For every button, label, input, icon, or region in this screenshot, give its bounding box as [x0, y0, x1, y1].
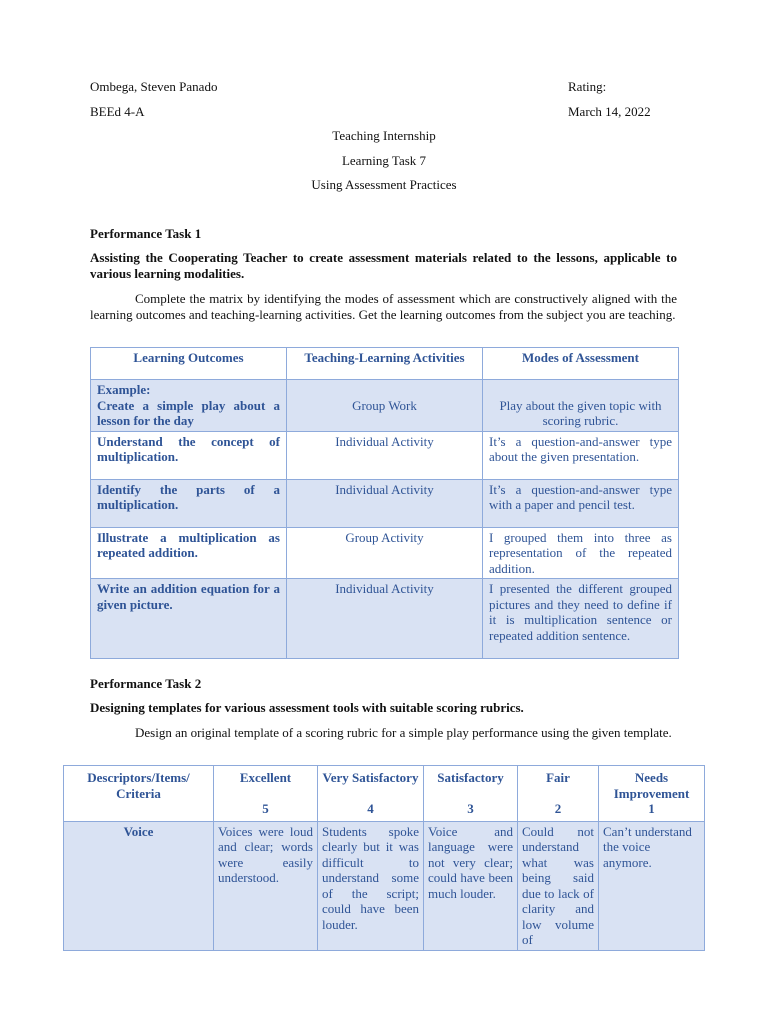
- doc-title-3: Using Assessment Practices: [311, 177, 457, 192]
- rubric-header-very-satisfactory: [318, 766, 424, 822]
- activity-cell: Individual Activity: [287, 579, 483, 659]
- task2-heading: Performance Task 2: [90, 676, 202, 691]
- col-header-outcomes: Learning Outcomes: [91, 348, 287, 380]
- outcome-cell: Write an addition equation for a given picture.: [91, 579, 287, 659]
- table-row: [64, 821, 705, 950]
- rating-score: 2: [554, 801, 562, 816]
- rubric-cell: Could not understand what was being said due to lack of clarity and low volume of: [518, 821, 599, 950]
- rating-label: Fair: [546, 770, 570, 785]
- doc-title-1: Teaching Internship: [332, 128, 436, 143]
- rubric-cell: Can’t understand the voice anymore.: [599, 821, 705, 950]
- scoring-rubric-table: [63, 765, 705, 951]
- outcome-cell: [91, 380, 287, 432]
- student-name: Ombega, Steven Panado: [90, 79, 218, 94]
- table-row: [91, 380, 679, 432]
- task2-subheading: Designing templates for various assessment tools with suitable scoring rubrics.: [90, 700, 524, 715]
- section-label: BEEd 4-A: [90, 104, 145, 119]
- table-row: [91, 431, 679, 479]
- mode-cell: I grouped them into three as representation of the repeated addition.: [483, 527, 679, 579]
- task1-subheading: Assisting the Cooperating Teacher to create assessment materials related to the lessons, applicable to various learning modalities.: [90, 250, 677, 281]
- rating-score: 5: [262, 801, 269, 816]
- rating-score: 1: [648, 801, 655, 816]
- table-row: [91, 527, 679, 579]
- mode-cell: I presented the different grouped pictures and they need to define if it is multiplication sentence or repeated addition sentence.: [483, 579, 679, 659]
- doc-title-2: Learning Task 7: [341, 153, 427, 168]
- mode-cell: It’s a question-and-answer type about the given presentation.: [483, 431, 679, 479]
- date-label: March 14, 2022: [568, 104, 651, 119]
- rubric-header-needs-improvement: [599, 766, 705, 822]
- activity-cell: Group Activity: [287, 527, 483, 579]
- outcome-text: Create a simple play about a lesson for the day: [97, 397, 280, 428]
- rating-score: 4: [367, 801, 374, 816]
- task1-instruction: Complete the matrix by identifying the modes of assessment which are constructively aligned with the learning outcomes and teaching-learning activities. Get the learning outcomes from the subject you are teaching.: [90, 291, 677, 322]
- rubric-header-excellent: [214, 766, 318, 822]
- col-header-activities: Teaching-Learning Activities: [287, 348, 483, 380]
- learning-matrix-table: [90, 347, 679, 659]
- table-row: [91, 579, 679, 659]
- mode-cell: It’s a question-and-answer type with a paper and pencil test.: [483, 479, 679, 527]
- rubric-header-criteria: [64, 766, 214, 822]
- rating-score: 3: [467, 801, 474, 816]
- rubric-header-satisfactory: [424, 766, 518, 822]
- rating-label: Satisfactory: [437, 770, 504, 785]
- outcome-cell: Illustrate a multiplication as repeated addition.: [91, 527, 287, 579]
- table-row: [91, 479, 679, 527]
- example-label: Example:: [97, 382, 151, 397]
- task2-instruction: Design an original template of a scoring rubric for a simple play performance using the given template.: [135, 725, 672, 740]
- mode-cell: Play about the given topic with scoring rubric.: [483, 380, 679, 432]
- rating-label: Very Satisfactory: [322, 770, 419, 785]
- activity-cell: Group Work: [287, 380, 483, 432]
- rating-label: Needs Improvement: [613, 770, 690, 801]
- rating-label: Excellent: [239, 770, 292, 785]
- rubric-header-fair: [518, 766, 599, 822]
- outcome-cell: Identify the parts of a multiplication.: [91, 479, 287, 527]
- activity-cell: Individual Activity: [287, 479, 483, 527]
- activity-cell: Individual Activity: [287, 431, 483, 479]
- rubric-cell: Voice and language were not very clear; could have been much louder.: [424, 821, 518, 950]
- rubric-cell: Voices were loud and clear; words were easily understood.: [214, 821, 318, 950]
- criterion-cell: Voice: [64, 821, 214, 950]
- outcome-cell: Understand the concept of multiplication.: [91, 431, 287, 479]
- rubric-cell: Students spoke clearly but it was difficult to understand some of the script; could have been louder.: [318, 821, 424, 950]
- rating-label: Rating:: [568, 79, 607, 94]
- task1-heading: Performance Task 1: [90, 226, 202, 241]
- criteria-label: Descriptors/Items/ Criteria: [87, 770, 190, 801]
- col-header-modes: Modes of Assessment: [483, 348, 679, 380]
